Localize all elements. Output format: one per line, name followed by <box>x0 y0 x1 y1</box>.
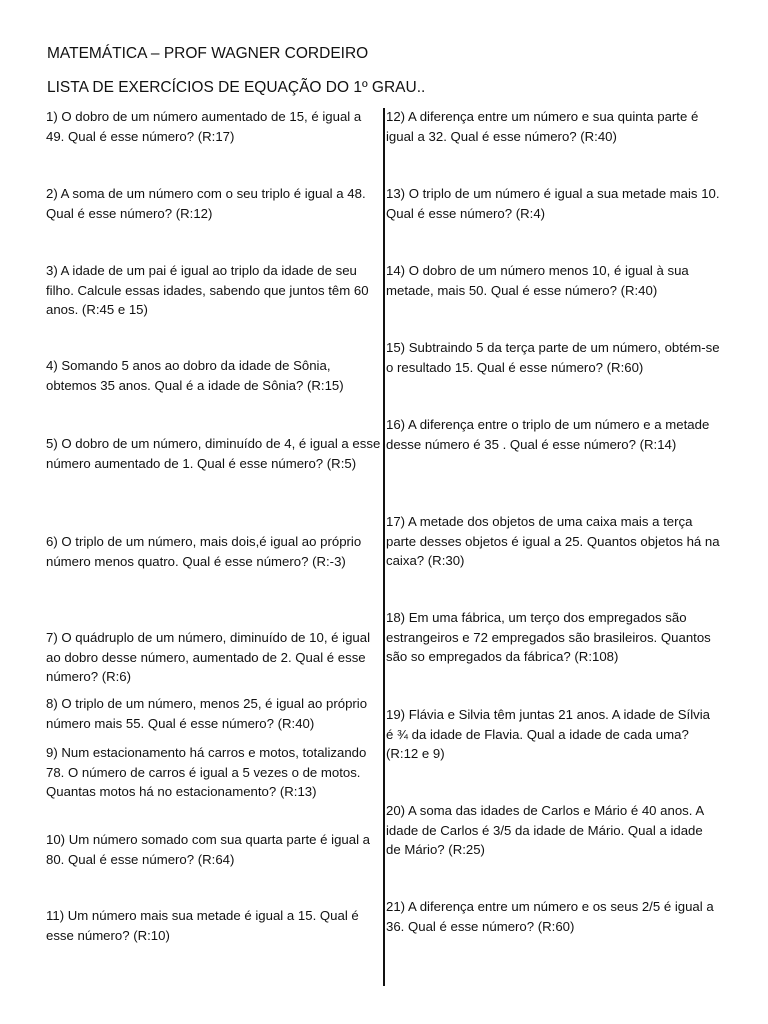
exercise-14: 14) O dobro de um número menos 10, é igual à sua metade, mais 50. Qual é esse número? (R:40) <box>386 263 689 298</box>
exercise-4: 4) Somando 5 anos ao dobro da idade de Sônia, obtemos 35 anos. Qual é a idade de Sônia? (R:15) <box>46 358 344 393</box>
exercise-7: 7) O quádruplo de um número, diminuído de 10, é igual ao dobro desse número, aumentado de 2. Qual é esse número? (R:6) <box>46 630 371 684</box>
exercise-17: 17) A metade dos objetos de uma caixa mais a terça parte desses objetos é igual a 25. Quantos objetos há na caixa? (R:30) <box>386 514 720 568</box>
exercise-13: 13) O triplo de um número é igual a sua metade mais 10. Qual é esse número? (R:4) <box>386 186 720 221</box>
exercise-8: 8) O triplo de um número, menos 25, é igual ao próprio número mais 55. Qual é esse número? (R:40) <box>46 696 368 731</box>
exercise-3: 3) A idade de um pai é igual ao triplo da idade de seu filho. Calcule essas idades, sabendo que juntos têm 60 anos. (R:45 e 15) <box>46 263 369 317</box>
exercise-18: 18) Em uma fábrica, um terço dos empregados são estrangeiros e 72 empregados são brasileiros. Quantos são so empregados da fábrica? (R:108) <box>386 610 711 664</box>
exercise-16: 16) A diferença entre o triplo de um número e a metade desse número é 35 . Qual é esse número? (R:14) <box>386 417 710 452</box>
exercise-1: 1) O dobro de um número aumentado de 15, é igual a 49. Qual é esse número? (R:17) <box>46 109 362 144</box>
exercise-9: 9) Num estacionamento há carros e motos, totalizando 78. O número de carros é igual a 5 vezes o de motos. Quantas motos há no estacionamento? (R:13) <box>46 745 367 799</box>
exercise-6: 6) O triplo de um número, mais dois,é igual ao próprio número menos quatro. Qual é esse número? (R:-3) <box>46 534 362 569</box>
exercise-20: 20) A soma das idades de Carlos e Mário é 40 anos. A idade de Carlos é 3/5 da idade de Mário. Qual a idade de Mário? (R:25) <box>386 803 704 857</box>
exercise-15: 15) Subtraindo 5 da terça parte de um número, obtém-se o resultado 15. Qual é esse número? (R:60) <box>386 340 720 375</box>
exercise-2: 2) A soma de um número com o seu triplo é igual a 48. Qual é esse número? (R:12) <box>46 186 366 221</box>
page-subtitle: LISTA DE EXERCÍCIOS DE EQUAÇÃO DO 1º GRAU.. <box>47 79 426 96</box>
exercise-21: 21) A diferença entre um número e os seus 2/5 é igual a 36. Qual é esse número? (R:60) <box>386 899 714 934</box>
exercise-19: 19) Flávia e Silvia têm juntas 21 anos. A idade de Sílvia é ¾ da idade de Flavia. Qual a idade de cada uma? (R:12 e 9) <box>386 707 711 761</box>
exercise-12: 12) A diferença entre um número e sua quinta parte é igual a 32. Qual é esse número? (R:40) <box>386 109 699 144</box>
page-title: MATEMÁTICA – PROF WAGNER CORDEIRO <box>47 45 369 62</box>
exercise-10: 10) Um número somado com sua quarta parte é igual a 80. Qual é esse número? (R:64) <box>46 832 370 867</box>
exercise-5: 5) O dobro de um número, diminuído de 4, é igual a esse número aumentado de 1. Qual é esse número? (R:5) <box>46 436 381 471</box>
exercise-11: 11) Um número mais sua metade é igual a 15. Qual é esse número? (R:10) <box>46 908 359 943</box>
column-divider <box>383 108 385 986</box>
